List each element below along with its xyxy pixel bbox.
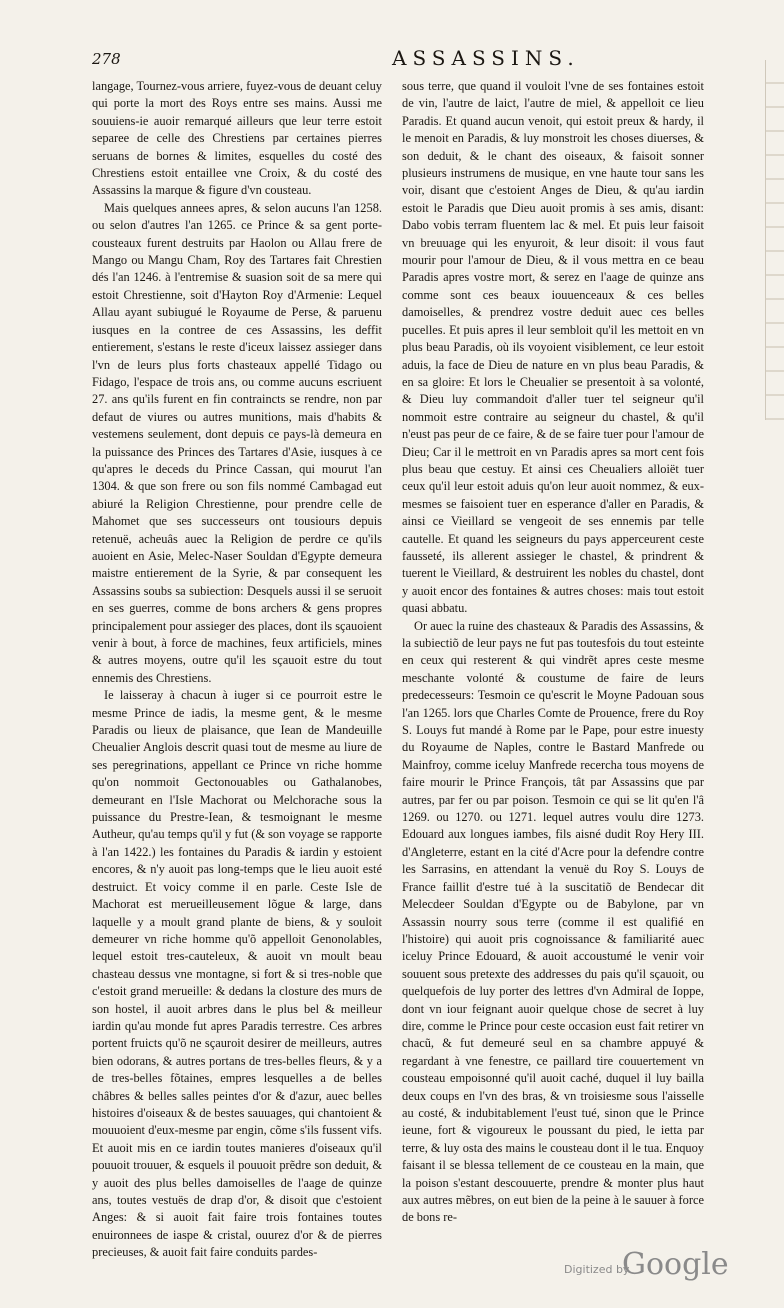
right-column (402, 78, 704, 1227)
watermark-prefix: Digitized by (564, 1263, 630, 1276)
paragraph: Or auec la ruine des chasteaux & Paradis des Assassins, & la subiectiõ de leur pays ne fut pas toutesfois du tout esteinte en ceux qui resterent & qui vindrẽt apres ceste mesme meschante volonté & coustume de faire de leurs predecesseurs: Tesmoin ce qu'escrit le Moyne Padouan sous l'an 1265. lors que Charles Comte de Prouence, frere du Roy S. Louys fut mandé à Rome par le Pape, pour estre inuesty du Royaume de Naples, contre le Bastard Manfrede ou Mainfroy, comme iceluy Manfrede recercha tous moyens de faire mourir le Prince François, tât par Assassins que par autres, par fer ou par poison. Tesmoin ce qui se lit qu'en l'â 1269. ou 1270. ou 1271. lequel autres voulu dire 1273. Edouard aux longues iambes, fils aisné dudit Roy Hery III. d'Angleterre, estant en la cité d'Acre pour la defendre contre les Sarrasins, en attendant la venuë du Roy S. Louys de France faillit d'estre tué à la suscitatiõ de Bendecar dit Melecdeer Souldan d'Egypte ou de Babylone, par vn Assassin nourry sous terre (comme il est qualifié en l'histoire) qui auoit pris cognoissance & familiarité auec iceluy Prince Edouard, & auoit accoustumé le venir voir souuent sous pretexte des addresses du pais qu'il sçauoit, ou quelquefois de luy porter des lettres d'vn Admiral de Ioppe, dont vn iour feignant auoir quelque chose de secret à luy dire, comme le Prince pour ceste occasion eust fait retirer vn chacũ, & fut demeuré seul en sa chambre appuyé & regardant à vne fenestre, ce paillard tire couuertement vn cousteau empoisonné qu'il auoit caché, duquel il luy bailla deux coups en l'vn des bras, & vn troisiesme sous l'aisselle au costé, & indubitablement l'eust tué, sinon que le Prince ieune, fort & vigoureux le poussant du pied, le ietta par terre, & luy osta des mains le cousteau dont il le tua. Enquoy faisant il se blessa tellement de ce cousteau en la main, que la poison s'estant descouuerte, prendre & monter plus haut aux autres mẽbres, on eut bien de la peine à le sauuer à force de bons re- (402, 618, 704, 1225)
paragraph: sous terre, que quand il vouloit l'vne de ses fontaines estoit de vin, l'autre de laict, l'autre de miel, & appelloit ce lieu Paradis. Et quand aucun venoit, qui estoit preux & hardy, il le menoit en Paradis, & luy monstroit les choses diuerses, & son deduit, & le chant des oiseaux, & faisoit sonner plusieurs instrumens de musique, en vne haute tour sans les voir, disant que c'estoient Anges de Dieu, & qu'au iardin estoit le Paradis que Dieu auoit promis à ses amis, disant: Dabo vobis terram fluentem lac & mel. Et puis leur faisoit vn breuuage qui les enyuroit, & leur disoit: il vous faut mourir pour l'amour de Dieu, & il vous mettra en ce beau Paradis apres vostre mort, & serez en l'aage de quinze ans comme sont ces beaux iouuenceaux & ces belles damoiselles, & prendrez vostre deduit auec ces belles pucelles. Et puis apres il leur sembloit qu'il les mettoit en vn plus beau Paradis, où ils voyoient visiblement, ce leur estoit aduis, la face de Dieu de nature en vn plus beau Paradis, & en sa gloire: Et lors le Cheualier se presentoit à sa volonté, & Dieu luy commandoit d'aller tuer tel seigneur qu'il nommoit estre contraire au seigneur du chastel, & qu'il n'eust pas peur de ce faire, & de se faire tuer pour l'amour de Dieu; Car il le mettroit en vn Paradis apres sa mort cent fois plus beau que cestuy. Et ainsi ces Cheualiers alloiët tuer ceux qu'il leur estoit aduis qu'on leur auoit nommez, & eux-mesmes se faisoient tuer en esperance d'aller en Paradis, & ainsi ce Vieillard se vengeoit de ses ennemis par telle cautelle. Et quand les seigneurs du pays apperceurent ceste fausseté, ils allerent assieger le chastel, & prindrent & tuerent le Vieillard, & destruirent les nobles du chastel, dont y auoit encor des fontaines & autres choses: mais tout estoit quasi abbatu. (402, 79, 704, 616)
digitized-watermark (564, 1242, 729, 1282)
paragraph: langage, Tournez-vous arriere, fuyez-vous de deuant celuy qui porte la mort des Roys entre ses mains. Aussi me souuiens-ie auoir remarqué ailleurs que leur terre estoit separee de celle des Chrestiens par certaines pierres seruans de bornes & limites, esquelles du costé des Chrestiens estoit entaillee vne Croix, & du costé des Assassins la marque & figure d'vn cousteau. (92, 79, 382, 198)
paragraph: Ie laisseray à chacun à iuger si ce pourroit estre le mesme Prince de iadis, la mesme gent, & le mesme Paradis ou lieux de plaisance, que Iean de Mandeuille Cheualier Anglois descrit quasi tout de mesme au liure de ses peregrinations, appellant ce Prince vn riche homme qu'on nommoit Gectonouables ou Gathalanobes, demeurant en l'Isle Machorat ou Melchorache sous la puissance du Prestre-Iean, & tesmoignant le mesme Autheur, qu'au temps qu'il y fut (& son voyage se rapporte à l'an 1422.) les fontaines du Paradis & iardin y estoient encores, & n'y auoit pas long-temps que le lieu auoit esté destruict. Et voicy comme il en parle. Ceste Isle de Machorat est merueilleusement lõgue & large, dans laquelle y a moult grand plante de biens, & y souloit demeurer vn riche homme qu'õ appelloit Genonolables, lequel estoit tres-cauteleux, & auoit vn moult beau chasteau dessus vne montagne, si fort & si tres-noble que c'estoit grand merueille: & dedans la closture des murs de son hostel, il auoit arbres dans le plus bel & meilleur iardin qu'au monde fut apres Paradis terrestre. Ces arbres portent fruicts qu'õ ne sçauroit desirer de meilleurs, autres bien odorans, & autres portans de tres-belles fleurs, & y a de tres-belles fõtaines, empres lesquelles a de belles châbres & belles salles peintes d'or & d'azur, auec belles histoires d'oiseaux & de bestes sauuages, qui chantoient & mouuoient d'eux-mesme par engin, cõme s'ils fussent vifs. Et auoit mis en ce iardin toutes manieres d'oiseaux qu'il pouuoit trouuer, & esquels il pouuoit prẽdre son deduit, & y auoit des plus belles damoiselles de l'aage de quinze ans, toutes vestuës de drap d'or, & disoit que c'estoient Anges: & si auoit fait faire trois fontaines toutes enuironnees de iaspe & cristal, ouurez d'or & de pierres precieuses, & auoit fait faire conduits pardes- (92, 688, 382, 1260)
page-number: 278 (92, 50, 121, 68)
watermark-brand: Google (622, 1247, 729, 1282)
running-title: ASSASSINS. (392, 46, 580, 70)
left-column (92, 78, 382, 1262)
paragraph: Mais quelques annees apres, & selon aucuns l'an 1258. ou selon d'autres l'an 1265. ce Prince & sa gent porte-cousteaux furent destruits par Haolon ou Allau frere de Mango ou Mangu Cham, Roy des Tartares fait Chrestien dés l'an 1246. à l'entremise & suasion soit de sa mere qui estoit Chrestienne, soit d'Hayton Roy d'Armenie: Lequel Allau ayant subiugué le Royaume de Perse, & paruenu iusques en la contree de ces Assassins, les deffit entierement, s'estans le reste d'iceux laissez assieger dans l'vn de leurs plus forts chasteaux appellé Tidago ou Fidago, l'espace de trois ans, ou comme aucuns escriuent 27. ans qu'ils furent en fin contraincts se rendre, non par defaut de viures ou autres munitions, mais d'habits & vestemens seulement, dont depuis ce pays-là demeura en la puissance des Princes des Tartares d'Asie, iusques à ce qu'apres le deceds du Prince Cassan, qui mourut l'an 1304. & que son frere ou son fils nommé Cambagad eut abiuré la Religion Chrestienne, pour prendre celle de Mahomet que ses successeurs ont tousiours depuis retenuë, acheuâs auec la Religion de perdre ce qu'ils auoient en Asie, Melec-Naser Souldan d'Egypte demeura maistre entierement de la Syrie, & par consequent les Assassins soubs sa subiection: Desquels aussi il se seruoit en ses guerres, comme de bons archers & gens propres principalement pour assieger des places, dont ils sçauoient venir à bout, à force de machines, feux artificiels, mines & autres moyens, outre qu'il les sçauoit estre du tout ennemis des Chrestiens. (92, 200, 382, 685)
adjacent-page-edge (765, 60, 784, 420)
page-header (92, 48, 702, 74)
